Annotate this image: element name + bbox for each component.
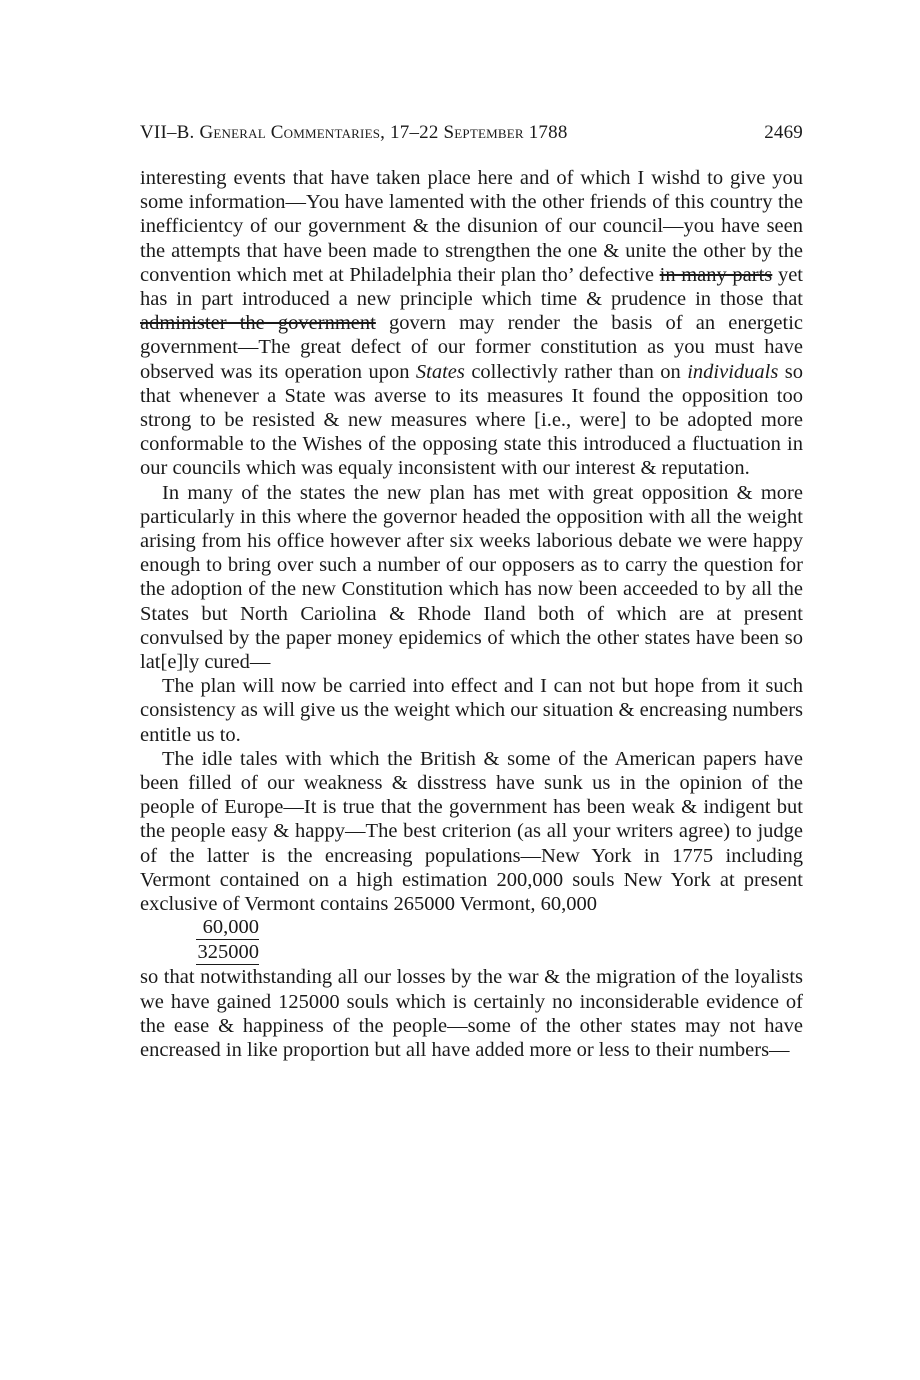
text-run: interesting events that have taken place here and of which I wishd to give you some information—You have lamented with the other friends of this country the inefficientcy of our government & the disunion of our council—you have seen the attempts that have been made to strengthen the one & unite the other by the convention which met at Philadelphia their plan tho’ defective xyxy=(140,167,803,286)
text-run: The plan will now be carried into effect and I can not but hope from it such consistency as will give us the weight which our situation & encreasing numbers entitle us to. xyxy=(140,675,803,746)
text-run: so that whenever a State was averse to its measures It found the opposition too strong to be resisted & new measures where [i.e., were] to be adopted more conformable to the Wishes of the opposing state this introduced a fluctuation in our councils which was equaly inconsistent with our interest & reputation. xyxy=(140,360,804,480)
paragraph xyxy=(140,674,803,747)
section-title: VII–B. General Commentaries, 17–22 September 1788 xyxy=(140,122,568,143)
running-header xyxy=(140,122,803,144)
document-page xyxy=(140,122,803,1062)
paragraph xyxy=(140,166,803,481)
italic-text: States xyxy=(415,360,465,383)
text-run: In many of the states the new plan has met with great opposition & more particularly in this where the governor headed the opposition with all the weight arising from his office however after six weeks laborious debate we were happy enough to bring over such a number of our opposers as to carry the question for the adoption of the new Constitution which has now been acceeded to by all the States but North Cariolina & Rhode Iland both of which are at present convulsed by the paper money epidemics of which the other states have been so lat[e]ly cured— xyxy=(140,481,803,674)
closing-paragraph: so that notwithstanding all our losses by the war & the migration of the loyalists we have gained 125000 souls which is certainly no inconsiderable evidence of the ease & happiness of the people—some of the other states may not have encreased in like proportion but all have added more or less to their numbers— xyxy=(140,966,803,1061)
italic-text: individuals xyxy=(687,360,779,383)
paragraph xyxy=(140,481,803,675)
tally-addend: 60,000 xyxy=(196,916,259,940)
body-text xyxy=(140,166,803,1062)
paragraph-list xyxy=(140,166,803,916)
struck-text: administer the government xyxy=(140,312,376,335)
page-number: 2469 xyxy=(764,122,803,143)
tally-total: 325000 xyxy=(197,941,259,964)
text-run: The idle tales with which the British & some of the American papers have been filled of our weakness & disstress have sunk us in the opinion of the people of Europe—It is true that the government has been weak & indigent but the people easy & happy—The best criterion (as all your writers agree) to judge of the latter is the encreasing populations—New York in 1775 including Vermont contained on a high estimation 200,000 souls New York at present exclusive of Vermont contains 265000 Vermont, 60,000 xyxy=(140,747,803,916)
text-run: yet has in part introduced a new principle which time & prudence in those that xyxy=(140,263,804,311)
text-run: collectivly rather than on xyxy=(464,360,688,383)
text-run: govern may render the basis of an energetic government—The great defect of our former constitution as you must have observed was its operation upon xyxy=(140,312,803,383)
population-tally xyxy=(196,916,803,965)
paragraph xyxy=(140,747,803,916)
struck-text: in many parts xyxy=(659,263,773,286)
